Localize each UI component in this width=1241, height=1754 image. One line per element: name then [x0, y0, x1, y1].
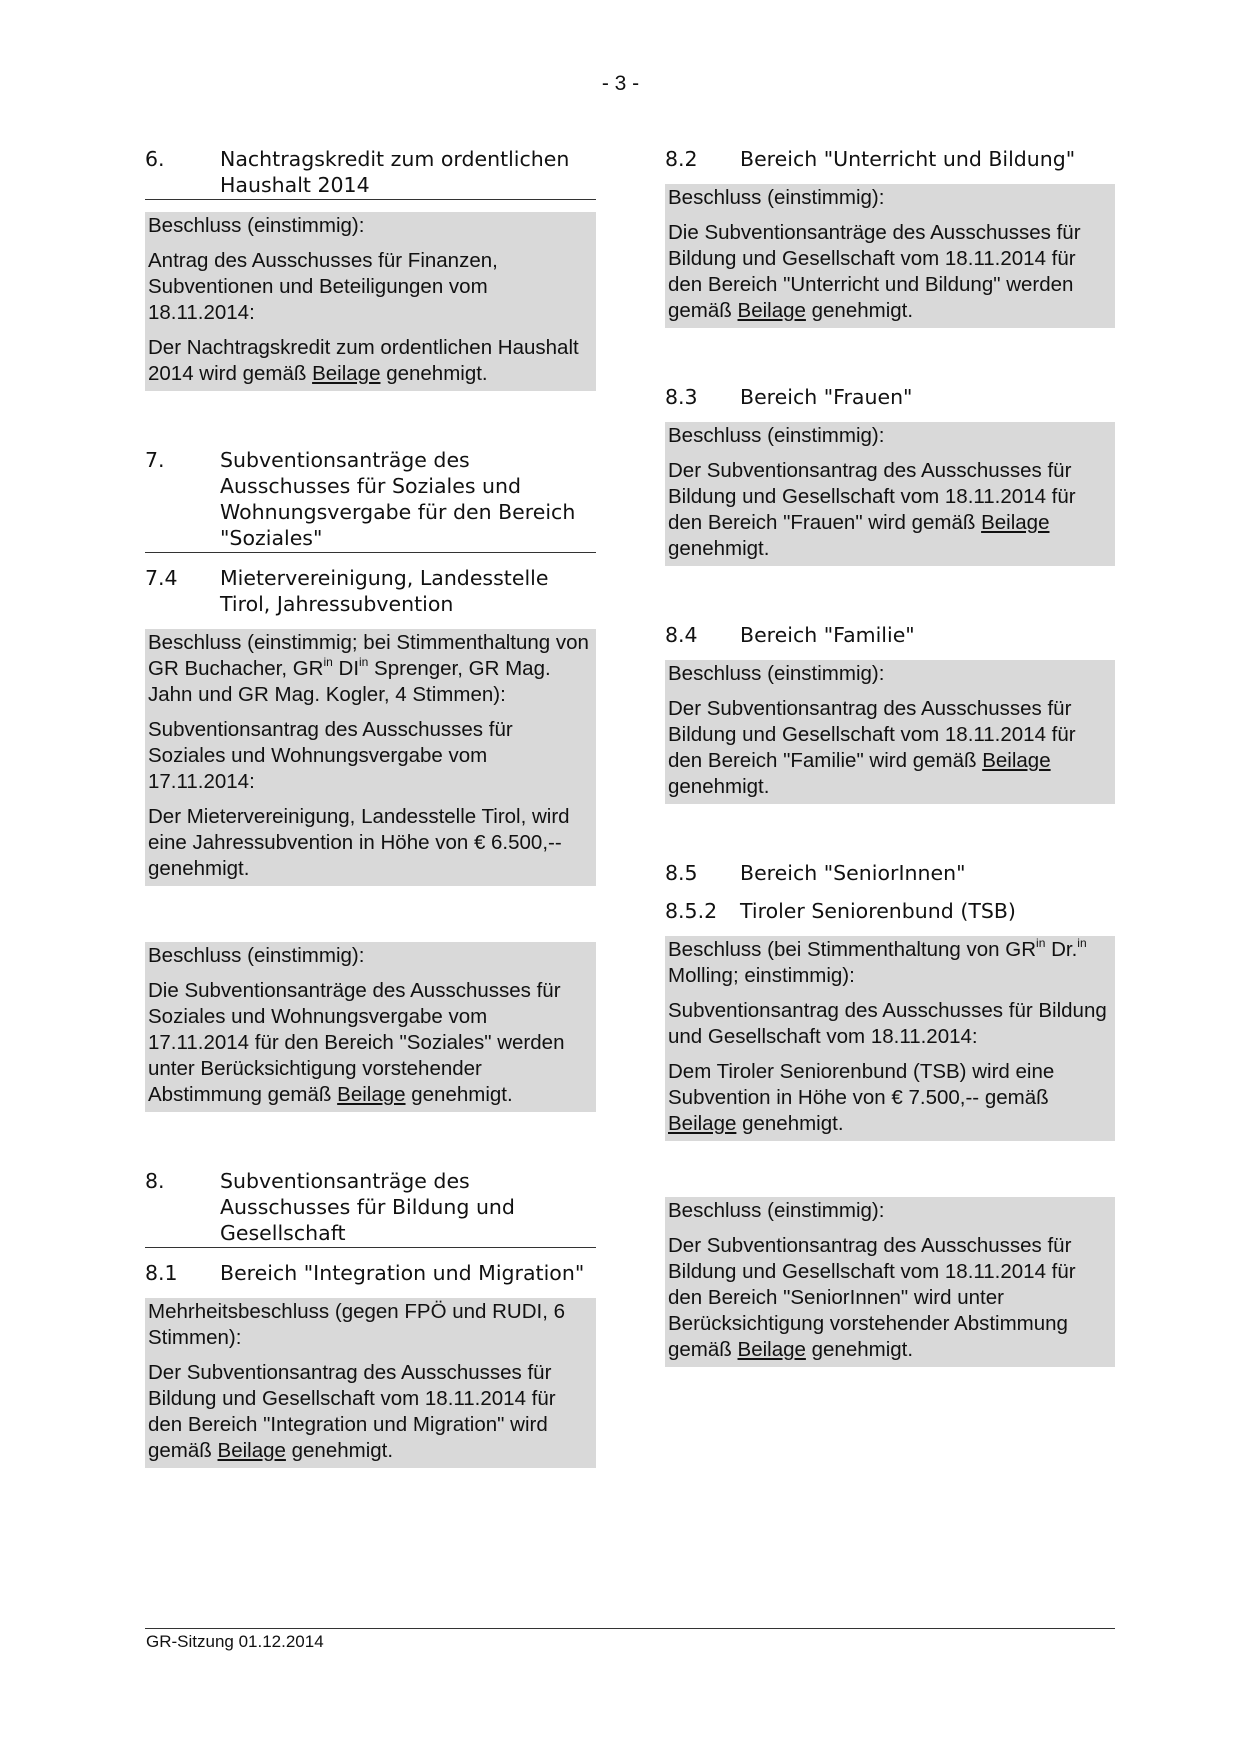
- section-number: 8.1: [145, 1261, 178, 1285]
- section-8-3-heading: [665, 384, 1115, 410]
- resolution-label: Mehrheitsbeschluss (gegen FPÖ und RUDI, 6 Stimmen):: [148, 1300, 566, 1349]
- section-title: Subventionsanträge des Ausschusses für Bildung und Gesellschaft: [220, 1169, 515, 1245]
- section-8-4-resolution: [665, 660, 1115, 804]
- section-6-heading: [145, 146, 596, 200]
- resolution-label: Beschluss (einstimmig):: [668, 1199, 885, 1222]
- beilage-link[interactable]: Beilage: [981, 511, 1050, 534]
- resolution-label: Beschluss (einstimmig):: [148, 944, 365, 967]
- beilage-link[interactable]: Beilage: [982, 749, 1051, 772]
- resolution-text: Dem Tiroler Seniorenbund (TSB) wird eine Subvention in Höhe von € 7.500,-- gemäß Beilage genehmigt.: [668, 1060, 1055, 1135]
- section-title: Subventionsanträge des Ausschusses für Soziales und Wohnungsvergabe für den Bereich "Soziales": [220, 448, 576, 550]
- resolution-label: Beschluss (einstimmig):: [668, 186, 885, 209]
- section-8-5-summary-resolution: [665, 1197, 1115, 1367]
- section-8-4-heading: [665, 622, 1115, 648]
- beilage-link[interactable]: Beilage: [737, 1338, 806, 1361]
- section-7-4-heading: [145, 565, 596, 617]
- motion-text: Antrag des Ausschusses für Finanzen, Subventionen und Beteiligungen vom 18.11.2014:: [148, 249, 498, 324]
- resolution-label: Beschluss (bei Stimmenthaltung von $GR^{in}$ Dr.$^{in}$ Molling; einstimmig):: [668, 936, 1087, 987]
- beilage-link[interactable]: Beilage: [337, 1083, 406, 1106]
- resolution-label: Beschluss (einstimmig):: [668, 424, 885, 447]
- beilage-link[interactable]: Beilage: [737, 299, 806, 322]
- section-8-3-resolution: [665, 422, 1115, 566]
- beilage-link[interactable]: Beilage: [217, 1439, 286, 1462]
- section-title: Bereich "Frauen": [740, 385, 913, 409]
- section-title: Bereich "SeniorInnen": [740, 861, 966, 885]
- resolution-text: Der Subventionsantrag des Ausschusses für Bildung und Gesellschaft vom 18.11.2014 für den Bereich "Integration und Migration" wird gemäß Beilage genehmigt.: [148, 1361, 556, 1462]
- section-7-4-resolution: [145, 629, 596, 886]
- section-number: 8.4: [665, 623, 698, 647]
- section-8-2-heading: [665, 146, 1115, 172]
- beilage-link[interactable]: Beilage: [312, 362, 381, 385]
- section-number: 8.5: [665, 861, 698, 885]
- section-8-heading: [145, 1168, 596, 1248]
- section-8-1-heading: [145, 1260, 596, 1286]
- section-7-summary-resolution: [145, 942, 596, 1112]
- section-8-5-2-resolution: [665, 936, 1115, 1141]
- section-title: Mietervereinigung, Landesstelle Tirol, Jahressubvention: [220, 566, 549, 616]
- section-number: 8.3: [665, 385, 698, 409]
- footer-divider: [145, 1628, 1115, 1629]
- resolution-text: Die Subventionsanträge des Ausschusses für Bildung und Gesellschaft vom 18.11.2014 für den Bereich "Unterricht und Bildung" werden gemäß Beilage genehmigt.: [668, 221, 1081, 322]
- beilage-link[interactable]: Beilage: [668, 1112, 737, 1135]
- motion-text: Subventionsantrag des Ausschusses für Soziales und Wohnungsvergabe vom 17.11.2014:: [148, 718, 513, 793]
- resolution-text: Der Subventionsantrag des Ausschusses für Bildung und Gesellschaft vom 18.11.2014 für den Bereich "Frauen" wird gemäß Beilage genehmigt.: [668, 459, 1076, 560]
- section-8-5-2-heading: [665, 898, 1115, 924]
- resolution-label: Beschluss (einstimmig; bei Stimmenthaltung von GR Buchacher, $GR^{in}$ $DI^{in}$ Sprenger, GR Mag. Jahn und GR Mag. Kogler, 4 Stimmen):: [148, 631, 589, 706]
- motion-text: Subventionsantrag des Ausschusses für Bildung und Gesellschaft vom 18.11.2014:: [668, 999, 1107, 1048]
- section-number: 6.: [145, 147, 165, 171]
- footer-text: GR-Sitzung 01.12.2014: [146, 1632, 324, 1651]
- section-title: Bereich "Integration und Migration": [220, 1261, 585, 1285]
- resolution-text: Der Subventionsantrag des Ausschusses für Bildung und Gesellschaft vom 18.11.2014 für den Bereich "Familie" wird gemäß Beilage genehmigt.: [668, 697, 1076, 798]
- resolution-text: Die Subventionsanträge des Ausschusses für Soziales und Wohnungsvergabe vom 17.11.2014 für den Bereich "Soziales" werden unter Berücksichtigung vorstehender Abstimmung gemäß Beilage genehmigt.: [148, 979, 565, 1106]
- resolution-label: Beschluss (einstimmig):: [668, 662, 885, 685]
- right-column: [665, 146, 1115, 1367]
- section-title: Tiroler Seniorenbund (TSB): [740, 899, 1016, 923]
- section-number: 7.: [145, 448, 165, 472]
- resolution-text: Der Subventionsantrag des Ausschusses für Bildung und Gesellschaft vom 18.11.2014 für den Bereich "SeniorInnen" wird unter Berücksichtigung vorstehender Abstimmung gemäß Beilage genehmigt.: [668, 1234, 1076, 1361]
- section-number: 8.5.2: [665, 899, 718, 923]
- section-number: 7.4: [145, 566, 178, 590]
- section-number: 8.2: [665, 147, 698, 171]
- page-number: - 3 -: [601, 72, 640, 95]
- section-title: Nachtragskredit zum ordentlichen Haushalt 2014: [220, 147, 570, 197]
- section-8-1-resolution: [145, 1298, 596, 1468]
- section-8-2-resolution: [665, 184, 1115, 328]
- section-number: 8.: [145, 1169, 165, 1193]
- resolution-text: Der Nachtragskredit zum ordentlichen Haushalt 2014 wird gemäß Beilage genehmigt.: [148, 336, 579, 385]
- section-7-heading: [145, 447, 596, 553]
- section-title: Bereich "Unterricht und Bildung": [740, 147, 1076, 171]
- section-6-resolution: [145, 212, 596, 391]
- resolution-label: Beschluss (einstimmig):: [148, 214, 365, 237]
- left-column: [145, 146, 596, 1468]
- section-8-5-heading: [665, 860, 1115, 886]
- section-title: Bereich "Familie": [740, 623, 915, 647]
- resolution-text: Der Mietervereinigung, Landesstelle Tirol, wird eine Jahressubvention in Höhe von € 6.500,-- genehmigt.: [148, 805, 570, 880]
